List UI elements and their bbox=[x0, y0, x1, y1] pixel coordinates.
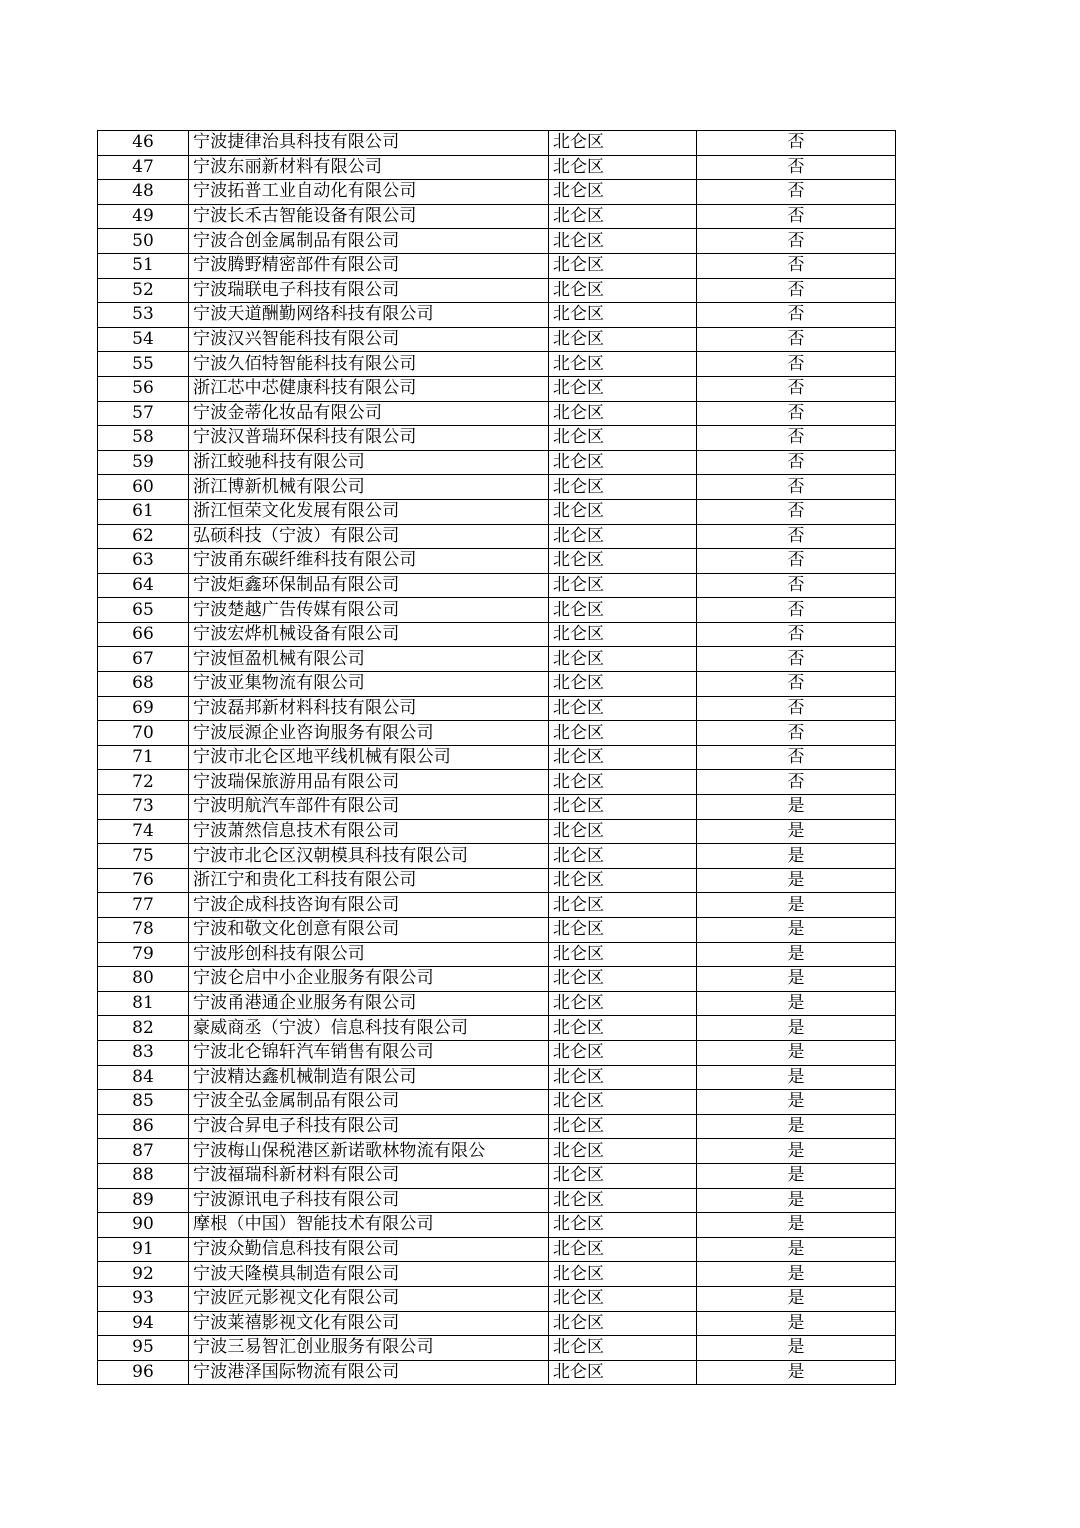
flag-cell: 否 bbox=[697, 204, 896, 229]
company-name-cell: 宁波久佰特智能科技有限公司 bbox=[189, 352, 549, 377]
table-row bbox=[98, 795, 896, 820]
district-cell: 北仑区 bbox=[549, 253, 697, 278]
district-cell: 北仑区 bbox=[549, 918, 697, 943]
company-name-cell: 宁波明航汽车部件有限公司 bbox=[189, 795, 549, 820]
district-cell: 北仑区 bbox=[549, 376, 697, 401]
row-number-cell: 53 bbox=[98, 303, 189, 328]
flag-cell: 否 bbox=[697, 770, 896, 795]
district-cell: 北仑区 bbox=[549, 1065, 697, 1090]
table-row bbox=[98, 155, 896, 180]
row-number-cell: 57 bbox=[98, 401, 189, 426]
table-row bbox=[98, 475, 896, 500]
company-name-cell: 宁波天隆模具制造有限公司 bbox=[189, 1262, 549, 1287]
company-name-cell: 宁波精达鑫机械制造有限公司 bbox=[189, 1065, 549, 1090]
company-name-cell: 宁波北仑锦轩汽车销售有限公司 bbox=[189, 1040, 549, 1065]
row-number-cell: 86 bbox=[98, 1114, 189, 1139]
district-cell: 北仑区 bbox=[549, 278, 697, 303]
table-row bbox=[98, 1360, 896, 1385]
district-cell: 北仑区 bbox=[549, 844, 697, 869]
row-number-cell: 92 bbox=[98, 1262, 189, 1287]
district-cell: 北仑区 bbox=[549, 868, 697, 893]
table-row bbox=[98, 893, 896, 918]
flag-cell: 是 bbox=[697, 991, 896, 1016]
flag-cell: 否 bbox=[697, 376, 896, 401]
flag-cell: 是 bbox=[697, 1090, 896, 1115]
district-cell: 北仑区 bbox=[549, 1262, 697, 1287]
company-list-table bbox=[97, 130, 896, 1385]
flag-cell: 是 bbox=[697, 893, 896, 918]
row-number-cell: 56 bbox=[98, 376, 189, 401]
table-row bbox=[98, 278, 896, 303]
company-name-cell: 宁波莱禧影视文化有限公司 bbox=[189, 1311, 549, 1336]
flag-cell: 否 bbox=[697, 401, 896, 426]
district-cell: 北仑区 bbox=[549, 622, 697, 647]
row-number-cell: 76 bbox=[98, 868, 189, 893]
flag-cell: 否 bbox=[697, 229, 896, 254]
company-name-cell: 宁波磊邦新材料科技有限公司 bbox=[189, 696, 549, 721]
company-name-cell: 宁波恒盈机械有限公司 bbox=[189, 647, 549, 672]
table-row bbox=[98, 1188, 896, 1213]
company-name-cell: 宁波企成科技咨询有限公司 bbox=[189, 893, 549, 918]
flag-cell: 是 bbox=[697, 1360, 896, 1385]
company-name-cell: 宁波市北仑区地平线机械有限公司 bbox=[189, 745, 549, 770]
flag-cell: 是 bbox=[697, 1213, 896, 1238]
district-cell: 北仑区 bbox=[549, 647, 697, 672]
district-cell: 北仑区 bbox=[549, 893, 697, 918]
flag-cell: 否 bbox=[697, 524, 896, 549]
row-number-cell: 60 bbox=[98, 475, 189, 500]
district-cell: 北仑区 bbox=[549, 401, 697, 426]
table-row bbox=[98, 253, 896, 278]
row-number-cell: 79 bbox=[98, 942, 189, 967]
company-name-cell: 浙江宁和贵化工科技有限公司 bbox=[189, 868, 549, 893]
table-row bbox=[98, 180, 896, 205]
flag-cell: 是 bbox=[697, 942, 896, 967]
row-number-cell: 96 bbox=[98, 1360, 189, 1385]
district-cell: 北仑区 bbox=[549, 1090, 697, 1115]
company-name-cell: 浙江芯中芯健康科技有限公司 bbox=[189, 376, 549, 401]
company-name-cell: 宁波天道酬勤网络科技有限公司 bbox=[189, 303, 549, 328]
district-cell: 北仑区 bbox=[549, 1114, 697, 1139]
district-cell: 北仑区 bbox=[549, 155, 697, 180]
table-row bbox=[98, 1213, 896, 1238]
district-cell: 北仑区 bbox=[549, 1237, 697, 1262]
table-row bbox=[98, 1237, 896, 1262]
flag-cell: 是 bbox=[697, 1286, 896, 1311]
company-name-cell: 宁波汉兴智能科技有限公司 bbox=[189, 327, 549, 352]
company-name-cell: 宁波萧然信息技术有限公司 bbox=[189, 819, 549, 844]
flag-cell: 否 bbox=[697, 155, 896, 180]
row-number-cell: 94 bbox=[98, 1311, 189, 1336]
district-cell: 北仑区 bbox=[549, 499, 697, 524]
table-row bbox=[98, 967, 896, 992]
row-number-cell: 71 bbox=[98, 745, 189, 770]
flag-cell: 否 bbox=[697, 672, 896, 697]
flag-cell: 是 bbox=[697, 844, 896, 869]
row-number-cell: 64 bbox=[98, 573, 189, 598]
row-number-cell: 66 bbox=[98, 622, 189, 647]
district-cell: 北仑区 bbox=[549, 745, 697, 770]
row-number-cell: 50 bbox=[98, 229, 189, 254]
company-name-cell: 宁波合昇电子科技有限公司 bbox=[189, 1114, 549, 1139]
table-row bbox=[98, 573, 896, 598]
flag-cell: 是 bbox=[697, 1336, 896, 1361]
flag-cell: 否 bbox=[697, 278, 896, 303]
row-number-cell: 54 bbox=[98, 327, 189, 352]
company-name-cell: 宁波众勤信息科技有限公司 bbox=[189, 1237, 549, 1262]
flag-cell: 否 bbox=[697, 721, 896, 746]
flag-cell: 否 bbox=[697, 180, 896, 205]
district-cell: 北仑区 bbox=[549, 549, 697, 574]
table-row bbox=[98, 1311, 896, 1336]
company-name-cell: 宁波楚越广告传媒有限公司 bbox=[189, 598, 549, 623]
district-cell: 北仑区 bbox=[549, 696, 697, 721]
row-number-cell: 58 bbox=[98, 426, 189, 451]
row-number-cell: 88 bbox=[98, 1163, 189, 1188]
table-row bbox=[98, 844, 896, 869]
company-name-cell: 宁波长禾古智能设备有限公司 bbox=[189, 204, 549, 229]
district-cell: 北仑区 bbox=[549, 1336, 697, 1361]
company-name-cell: 宁波炬鑫环保制品有限公司 bbox=[189, 573, 549, 598]
company-name-cell: 宁波东丽新材料有限公司 bbox=[189, 155, 549, 180]
table-row bbox=[98, 1114, 896, 1139]
company-name-cell: 宁波源讯电子科技有限公司 bbox=[189, 1188, 549, 1213]
table-row bbox=[98, 622, 896, 647]
row-number-cell: 51 bbox=[98, 253, 189, 278]
district-cell: 北仑区 bbox=[549, 204, 697, 229]
table-row bbox=[98, 204, 896, 229]
row-number-cell: 49 bbox=[98, 204, 189, 229]
table-row bbox=[98, 229, 896, 254]
flag-cell: 是 bbox=[697, 918, 896, 943]
flag-cell: 否 bbox=[697, 647, 896, 672]
table-row bbox=[98, 1139, 896, 1164]
company-name-cell: 浙江博新机械有限公司 bbox=[189, 475, 549, 500]
table-row bbox=[98, 991, 896, 1016]
district-cell: 北仑区 bbox=[549, 967, 697, 992]
flag-cell: 否 bbox=[697, 696, 896, 721]
table-row bbox=[98, 401, 896, 426]
company-name-cell: 摩根（中国）智能技术有限公司 bbox=[189, 1213, 549, 1238]
district-cell: 北仑区 bbox=[549, 229, 697, 254]
flag-cell: 否 bbox=[697, 131, 896, 156]
row-number-cell: 81 bbox=[98, 991, 189, 1016]
flag-cell: 否 bbox=[697, 622, 896, 647]
row-number-cell: 55 bbox=[98, 352, 189, 377]
row-number-cell: 85 bbox=[98, 1090, 189, 1115]
flag-cell: 是 bbox=[697, 1065, 896, 1090]
flag-cell: 是 bbox=[697, 819, 896, 844]
row-number-cell: 62 bbox=[98, 524, 189, 549]
company-name-cell: 宁波三易智汇创业服务有限公司 bbox=[189, 1336, 549, 1361]
table-row bbox=[98, 1040, 896, 1065]
row-number-cell: 80 bbox=[98, 967, 189, 992]
row-number-cell: 70 bbox=[98, 721, 189, 746]
table-row bbox=[98, 745, 896, 770]
flag-cell: 否 bbox=[697, 426, 896, 451]
company-name-cell: 宁波汉普瑞环保科技有限公司 bbox=[189, 426, 549, 451]
table-row bbox=[98, 1090, 896, 1115]
row-number-cell: 74 bbox=[98, 819, 189, 844]
district-cell: 北仑区 bbox=[549, 131, 697, 156]
row-number-cell: 91 bbox=[98, 1237, 189, 1262]
district-cell: 北仑区 bbox=[549, 1188, 697, 1213]
row-number-cell: 87 bbox=[98, 1139, 189, 1164]
company-name-cell: 宁波市北仑区汉朝模具科技有限公司 bbox=[189, 844, 549, 869]
company-name-cell: 宁波捷律治具科技有限公司 bbox=[189, 131, 549, 156]
row-number-cell: 77 bbox=[98, 893, 189, 918]
district-cell: 北仑区 bbox=[549, 1040, 697, 1065]
table-row bbox=[98, 1163, 896, 1188]
district-cell: 北仑区 bbox=[549, 991, 697, 1016]
table-row bbox=[98, 327, 896, 352]
row-number-cell: 82 bbox=[98, 1016, 189, 1041]
table-row bbox=[98, 352, 896, 377]
district-cell: 北仑区 bbox=[549, 1016, 697, 1041]
flag-cell: 否 bbox=[697, 573, 896, 598]
district-cell: 北仑区 bbox=[549, 1360, 697, 1385]
table-row bbox=[98, 376, 896, 401]
company-name-cell: 宁波彤创科技有限公司 bbox=[189, 942, 549, 967]
company-name-cell: 宁波宏烨机械设备有限公司 bbox=[189, 622, 549, 647]
company-name-cell: 宁波福瑞科新材料有限公司 bbox=[189, 1163, 549, 1188]
district-cell: 北仑区 bbox=[549, 1163, 697, 1188]
row-number-cell: 93 bbox=[98, 1286, 189, 1311]
row-number-cell: 52 bbox=[98, 278, 189, 303]
row-number-cell: 47 bbox=[98, 155, 189, 180]
table-row bbox=[98, 1016, 896, 1041]
flag-cell: 是 bbox=[697, 1139, 896, 1164]
row-number-cell: 78 bbox=[98, 918, 189, 943]
district-cell: 北仑区 bbox=[549, 1139, 697, 1164]
table-row bbox=[98, 868, 896, 893]
company-name-cell: 宁波拓普工业自动化有限公司 bbox=[189, 180, 549, 205]
table-row bbox=[98, 1336, 896, 1361]
district-cell: 北仑区 bbox=[549, 327, 697, 352]
flag-cell: 是 bbox=[697, 1188, 896, 1213]
table-row bbox=[98, 598, 896, 623]
company-name-cell: 宁波和敬文化创意有限公司 bbox=[189, 918, 549, 943]
company-name-cell: 宁波全弘金属制品有限公司 bbox=[189, 1090, 549, 1115]
table-row bbox=[98, 426, 896, 451]
row-number-cell: 46 bbox=[98, 131, 189, 156]
district-cell: 北仑区 bbox=[549, 573, 697, 598]
flag-cell: 否 bbox=[697, 327, 896, 352]
district-cell: 北仑区 bbox=[549, 598, 697, 623]
district-cell: 北仑区 bbox=[549, 524, 697, 549]
company-name-cell: 豪威商丞（宁波）信息科技有限公司 bbox=[189, 1016, 549, 1041]
district-cell: 北仑区 bbox=[549, 721, 697, 746]
flag-cell: 是 bbox=[697, 1114, 896, 1139]
district-cell: 北仑区 bbox=[549, 450, 697, 475]
table-row bbox=[98, 303, 896, 328]
district-cell: 北仑区 bbox=[549, 1213, 697, 1238]
flag-cell: 是 bbox=[697, 1311, 896, 1336]
flag-cell: 否 bbox=[697, 253, 896, 278]
company-name-cell: 宁波合创金属制品有限公司 bbox=[189, 229, 549, 254]
flag-cell: 否 bbox=[697, 598, 896, 623]
row-number-cell: 65 bbox=[98, 598, 189, 623]
flag-cell: 是 bbox=[697, 967, 896, 992]
district-cell: 北仑区 bbox=[549, 303, 697, 328]
company-name-cell: 宁波金蒂化妆品有限公司 bbox=[189, 401, 549, 426]
table-row bbox=[98, 1286, 896, 1311]
row-number-cell: 69 bbox=[98, 696, 189, 721]
row-number-cell: 61 bbox=[98, 499, 189, 524]
row-number-cell: 68 bbox=[98, 672, 189, 697]
flag-cell: 是 bbox=[697, 795, 896, 820]
flag-cell: 否 bbox=[697, 499, 896, 524]
table-row bbox=[98, 499, 896, 524]
table-row bbox=[98, 819, 896, 844]
flag-cell: 否 bbox=[697, 745, 896, 770]
company-name-cell: 宁波辰源企业咨询服务有限公司 bbox=[189, 721, 549, 746]
row-number-cell: 72 bbox=[98, 770, 189, 795]
row-number-cell: 95 bbox=[98, 1336, 189, 1361]
row-number-cell: 90 bbox=[98, 1213, 189, 1238]
row-number-cell: 48 bbox=[98, 180, 189, 205]
flag-cell: 否 bbox=[697, 475, 896, 500]
row-number-cell: 59 bbox=[98, 450, 189, 475]
table-row bbox=[98, 721, 896, 746]
company-name-cell: 宁波瑞联电子科技有限公司 bbox=[189, 278, 549, 303]
flag-cell: 否 bbox=[697, 549, 896, 574]
district-cell: 北仑区 bbox=[549, 475, 697, 500]
company-name-cell: 宁波亚集物流有限公司 bbox=[189, 672, 549, 697]
row-number-cell: 89 bbox=[98, 1188, 189, 1213]
table-row bbox=[98, 450, 896, 475]
district-cell: 北仑区 bbox=[549, 1311, 697, 1336]
row-number-cell: 83 bbox=[98, 1040, 189, 1065]
company-name-cell: 宁波瑞保旅游用品有限公司 bbox=[189, 770, 549, 795]
company-name-cell: 浙江蛟驰科技有限公司 bbox=[189, 450, 549, 475]
district-cell: 北仑区 bbox=[549, 180, 697, 205]
table-row bbox=[98, 942, 896, 967]
company-name-cell: 弘硕科技（宁波）有限公司 bbox=[189, 524, 549, 549]
district-cell: 北仑区 bbox=[549, 819, 697, 844]
company-name-cell: 宁波仑启中小企业服务有限公司 bbox=[189, 967, 549, 992]
district-cell: 北仑区 bbox=[549, 942, 697, 967]
table-row bbox=[98, 524, 896, 549]
row-number-cell: 63 bbox=[98, 549, 189, 574]
table-row bbox=[98, 131, 896, 156]
flag-cell: 是 bbox=[697, 1163, 896, 1188]
flag-cell: 否 bbox=[697, 352, 896, 377]
district-cell: 北仑区 bbox=[549, 770, 697, 795]
table-row bbox=[98, 647, 896, 672]
table-row bbox=[98, 696, 896, 721]
flag-cell: 是 bbox=[697, 1040, 896, 1065]
row-number-cell: 84 bbox=[98, 1065, 189, 1090]
row-number-cell: 67 bbox=[98, 647, 189, 672]
district-cell: 北仑区 bbox=[549, 795, 697, 820]
company-name-cell: 宁波梅山保税港区新诺歌林物流有限公 bbox=[189, 1139, 549, 1164]
flag-cell: 是 bbox=[697, 868, 896, 893]
company-name-cell: 宁波腾野精密部件有限公司 bbox=[189, 253, 549, 278]
flag-cell: 是 bbox=[697, 1016, 896, 1041]
company-name-cell: 宁波甬港通企业服务有限公司 bbox=[189, 991, 549, 1016]
company-name-cell: 宁波匠元影视文化有限公司 bbox=[189, 1286, 549, 1311]
district-cell: 北仑区 bbox=[549, 352, 697, 377]
company-name-cell: 浙江恒荣文化发展有限公司 bbox=[189, 499, 549, 524]
flag-cell: 是 bbox=[697, 1262, 896, 1287]
flag-cell: 否 bbox=[697, 303, 896, 328]
row-number-cell: 73 bbox=[98, 795, 189, 820]
table-row bbox=[98, 918, 896, 943]
flag-cell: 是 bbox=[697, 1237, 896, 1262]
flag-cell: 否 bbox=[697, 450, 896, 475]
table-row bbox=[98, 1065, 896, 1090]
row-number-cell: 75 bbox=[98, 844, 189, 869]
company-name-cell: 宁波甬东碳纤维科技有限公司 bbox=[189, 549, 549, 574]
company-name-cell: 宁波港泽国际物流有限公司 bbox=[189, 1360, 549, 1385]
table-row bbox=[98, 672, 896, 697]
table-body bbox=[98, 131, 896, 1385]
district-cell: 北仑区 bbox=[549, 1286, 697, 1311]
table-row bbox=[98, 549, 896, 574]
table-row bbox=[98, 770, 896, 795]
table-row bbox=[98, 1262, 896, 1287]
district-cell: 北仑区 bbox=[549, 426, 697, 451]
district-cell: 北仑区 bbox=[549, 672, 697, 697]
